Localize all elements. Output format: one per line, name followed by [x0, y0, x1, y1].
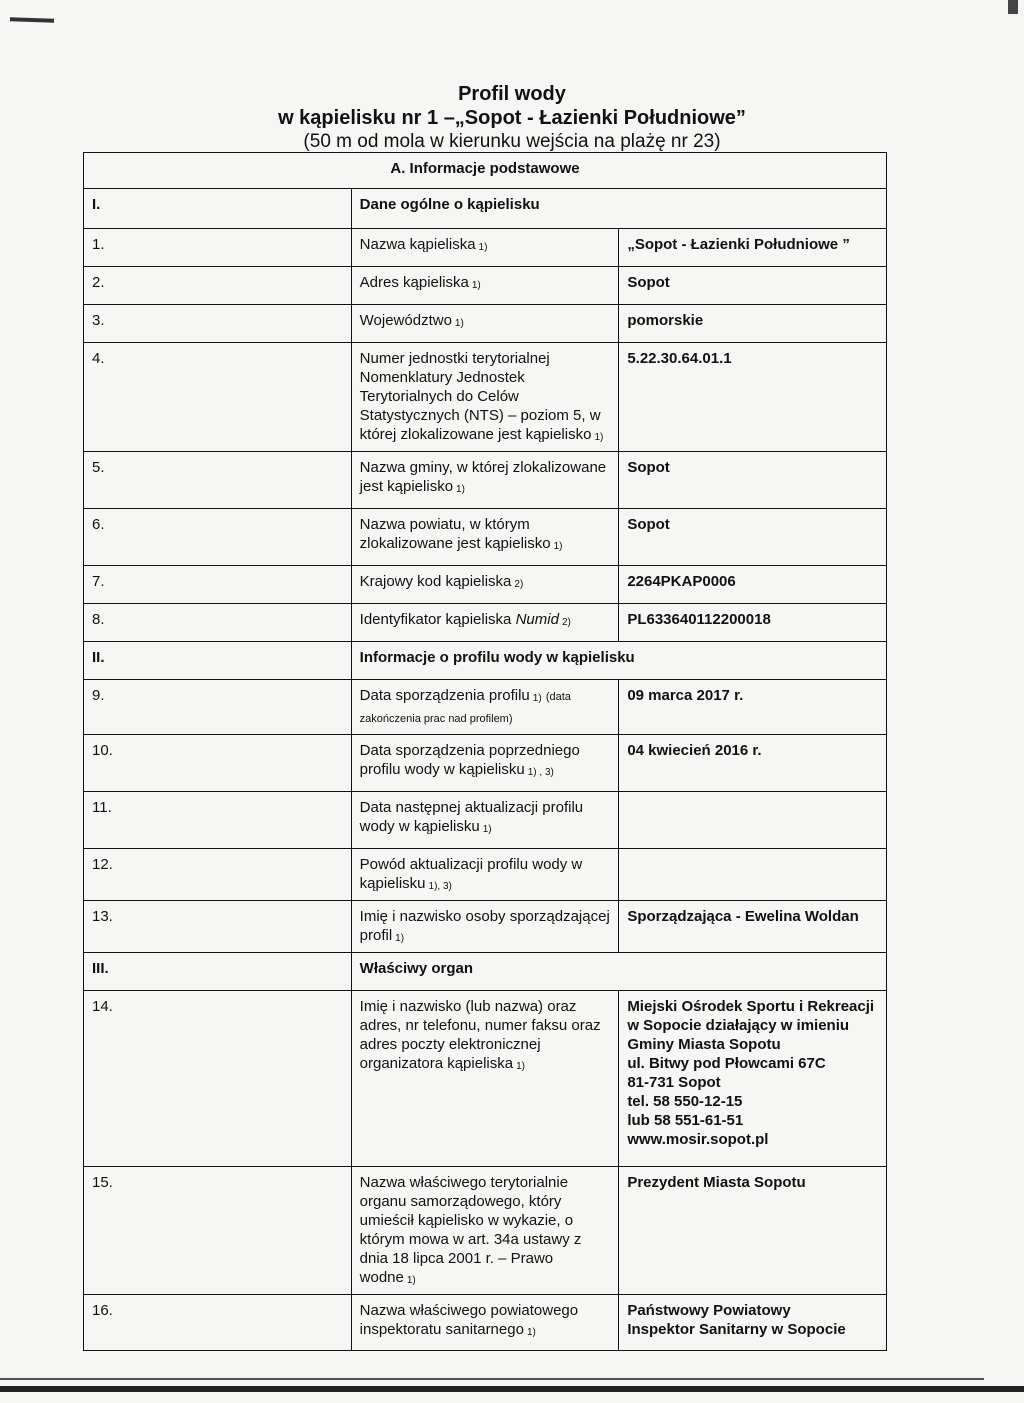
row-label: Imię i nazwisko osoby sporządzającej profil 1) — [351, 901, 619, 953]
row-value — [619, 792, 887, 849]
row-number: 5. — [84, 452, 352, 509]
row-label: Numer jednostki terytorialnej Nomenklatury Jednostek Terytorialnych do Celów Statystycznych (NTS) – poziom 5, w której zlokalizowane jest kąpielisko 1) — [351, 343, 619, 452]
row-label: Nazwa właściwego terytorialnie organu samorządowego, który umieścił kąpielisko w wykazie, o którym mowa w art. 34a ustawy z dnia 18 lipca 2001 r. – Prawo wodne 1) — [351, 1167, 619, 1295]
scan-edge — [0, 1386, 1024, 1392]
title-line-2: w kąpielisku nr 1 –„Sopot - Łazienki Południowe” — [278, 107, 746, 129]
row-label: Powód aktualizacji profilu wody w kąpielisku 1), 3) — [351, 849, 619, 901]
row-number: 15. — [84, 1167, 352, 1295]
row-number: 9. — [84, 680, 352, 735]
row-label: Nazwa kąpieliska 1) — [351, 229, 619, 267]
table-row — [84, 267, 887, 305]
document-title — [0, 82, 1024, 154]
organizer-street: ul. Bitwy pod Płowcami 67C — [627, 1055, 826, 1072]
section-number: I. — [84, 189, 352, 229]
row-number: 2. — [84, 267, 352, 305]
row-label: Imię i nazwisko (lub nazwa) oraz adres, nr telefonu, numer faksu oraz adres poczty elektronicznej organizatora kąpieliska 1) — [351, 991, 619, 1167]
table-row — [84, 452, 887, 509]
row-value: Sopot — [619, 452, 887, 509]
row-number: 14. — [84, 991, 352, 1167]
table-row — [84, 509, 887, 566]
title-line-3: (50 m od mola w kierunku wejścia na plażę nr 23) — [303, 131, 721, 152]
section-number: III. — [84, 953, 352, 991]
table-row — [84, 680, 887, 735]
profile-table — [83, 152, 887, 1351]
table-row — [84, 604, 887, 642]
organizer-website: www.mosir.sopot.pl — [627, 1131, 769, 1148]
row-value: pomorskie — [619, 305, 887, 343]
row-value — [619, 991, 887, 1167]
section-number: II. — [84, 642, 352, 680]
table-row — [84, 792, 887, 849]
row-label: Adres kąpieliska 1) — [351, 267, 619, 305]
row-value: 5.22.30.64.01.1 — [619, 343, 887, 452]
row-number: 16. — [84, 1295, 352, 1351]
row-value: 09 marca 2017 r. — [619, 680, 887, 735]
table-row — [84, 1167, 887, 1295]
row-number: 4. — [84, 343, 352, 452]
row-value: Sopot — [619, 267, 887, 305]
row-number: 6. — [84, 509, 352, 566]
section-a-heading: A. Informacje podstawowe — [84, 153, 887, 189]
row-value — [619, 849, 887, 901]
table-row — [84, 1295, 887, 1351]
row-label: Data sporządzenia profilu 1) (data zakończenia prac nad profilem) — [351, 680, 619, 735]
row-number: 10. — [84, 735, 352, 792]
table-row — [84, 305, 887, 343]
scan-edge — [0, 1378, 984, 1380]
row-value: 04 kwiecień 2016 r. — [619, 735, 887, 792]
row-label: Identyfikator kąpieliska Numid 2) — [351, 604, 619, 642]
row-number: 3. — [84, 305, 352, 343]
row-value: Sporządzająca - Ewelina Woldan — [619, 901, 887, 953]
row-label: Województwo 1) — [351, 305, 619, 343]
row-value: 2264PKAP0006 — [619, 566, 887, 604]
table-row — [84, 849, 887, 901]
inspectorate-line-2: Inspektor Sanitarny w Sopocie — [627, 1321, 846, 1338]
row-number: 7. — [84, 566, 352, 604]
row-value: PL633640112200018 — [619, 604, 887, 642]
table-row — [84, 229, 887, 267]
organizer-phone: tel. 58 550-12-15 — [627, 1093, 743, 1110]
row-number: 12. — [84, 849, 352, 901]
row-number: 8. — [84, 604, 352, 642]
table-row — [84, 566, 887, 604]
row-number: 11. — [84, 792, 352, 849]
title-line-1: Profil wody — [458, 83, 566, 105]
row-label: Nazwa powiatu, w którym zlokalizowane jest kąpielisko 1) — [351, 509, 619, 566]
table-row — [84, 991, 887, 1167]
section-heading: Właściwy organ — [351, 953, 886, 991]
organizer-postal: 81-731 Sopot — [627, 1074, 721, 1091]
row-label: Data sporządzenia poprzedniego profilu wody w kąpielisku 1) , 3) — [351, 735, 619, 792]
row-value — [619, 1295, 887, 1351]
row-number: 13. — [84, 901, 352, 953]
row-number: 1. — [84, 229, 352, 267]
inspectorate-line-1: Państwowy Powiatowy — [627, 1302, 791, 1319]
row-label: Krajowy kod kąpieliska 2) — [351, 566, 619, 604]
table-row — [84, 343, 887, 452]
organizer-phone-alt: lub 58 551-61-51 — [627, 1112, 744, 1129]
row-label: Data następnej aktualizacji profilu wody w kąpielisku 1) — [351, 792, 619, 849]
scan-mark — [1008, 0, 1018, 14]
table-row — [84, 901, 887, 953]
table-row — [84, 735, 887, 792]
row-value: Prezydent Miasta Sopotu — [619, 1167, 887, 1295]
section-heading: Dane ogólne o kąpielisku — [351, 189, 886, 229]
row-value: „Sopot - Łazienki Południowe ” — [619, 229, 887, 267]
organizer-name: Miejski Ośrodek Sportu i Rekreacji w Sopocie działający w imieniu Gminy Miasta Sopotu — [627, 998, 875, 1053]
row-label: Nazwa gminy, w której zlokalizowane jest kąpielisko 1) — [351, 452, 619, 509]
section-heading: Informacje o profilu wody w kąpielisku — [351, 642, 886, 680]
row-label: Nazwa właściwego powiatowego inspektoratu sanitarnego 1) — [351, 1295, 619, 1351]
row-value: Sopot — [619, 509, 887, 566]
